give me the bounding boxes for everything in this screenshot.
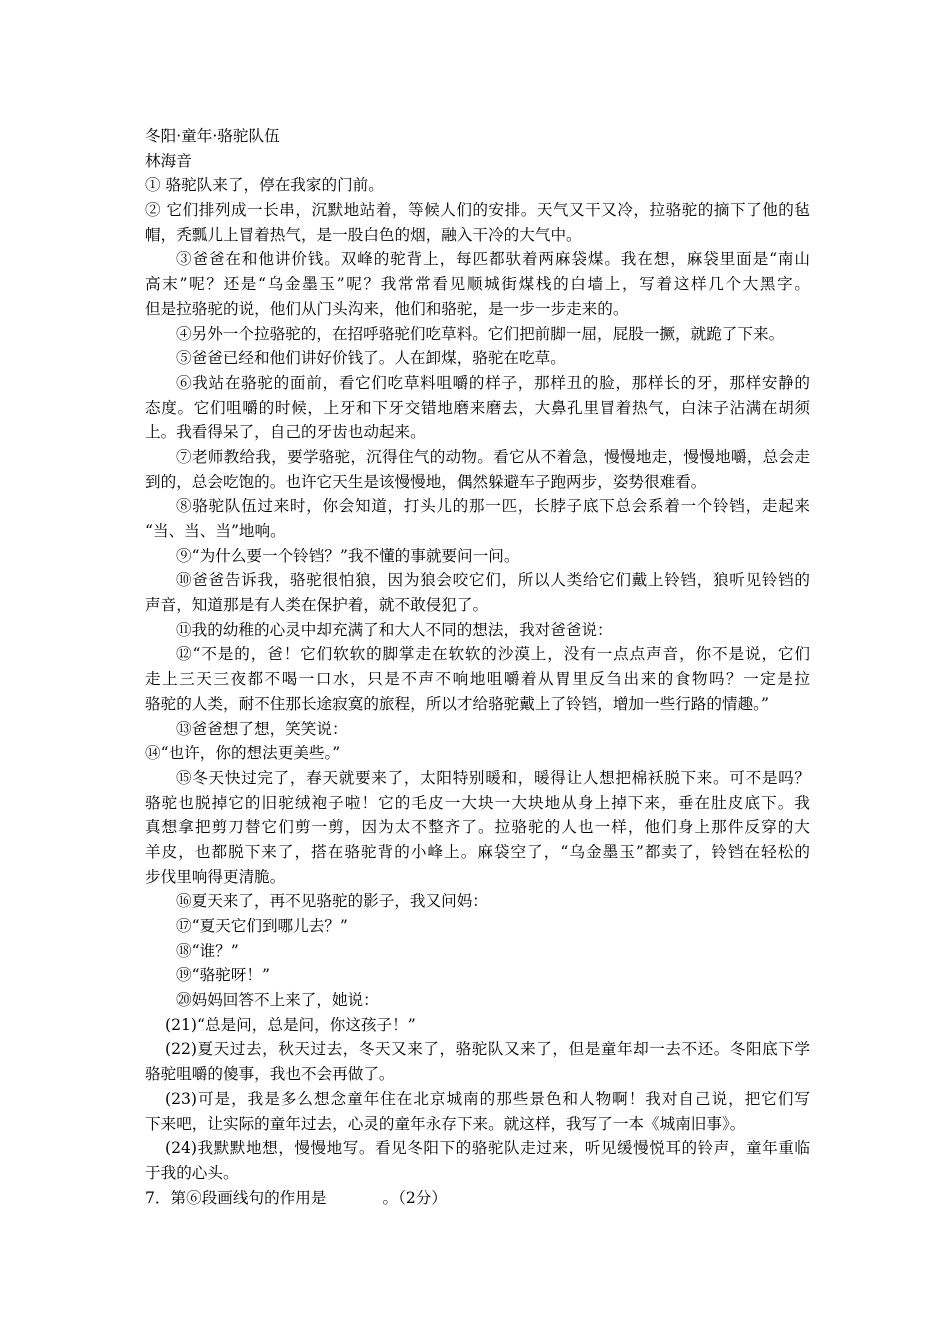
paragraph bbox=[145, 322, 810, 347]
paragraph-line: ⑫“不是的，爸！它们软软的脚掌走在软软的沙漠上，没有一点点声音，你不是说，它们 bbox=[176, 645, 810, 664]
paragraph-line: ⑭“也许，你的想法更美些。” bbox=[145, 744, 341, 763]
paragraph bbox=[145, 1087, 810, 1136]
paragraph-line: (24)我默默地想，慢慢地写。看见冬阳下的骆驼队走过来，听见缓慢悦耳的铃声，童年重临 bbox=[165, 1139, 810, 1158]
paragraph-line: ⑦老师教给我，要学骆驼，沉得住气的动物。看它从不着急，慢慢地走，慢慢地嚼，总会走 bbox=[176, 447, 810, 466]
paragraph-line: ⑥我站在骆驼的面前，看它们吃草料咀嚼的样子，那样丑的脸，那样长的牙，那样安静的 bbox=[176, 373, 810, 392]
paragraph-line: 态度。它们咀嚼的时候，上牙和下牙交错地磨来磨去，大鼻孔里冒着热气，白沫子沾满在胡须 bbox=[145, 398, 810, 417]
paragraph-line: ⑱“谁？” bbox=[176, 941, 239, 960]
paragraph-line: (23)可是，我是多么想念童年住在北京城南的那些景色和人物啊！我对自己说，把它们写 bbox=[165, 1089, 810, 1108]
paragraph-line: 但是拉骆驼的说，他们从门头沟来，他们和骆驼，是一步一步走来的。 bbox=[145, 299, 629, 318]
paragraph-line: 羊皮，也都脱下来了，搭在骆驼背的小峰上。麻袋空了，“乌金墨玉”都卖了，铃铛在轻松的 bbox=[145, 842, 810, 861]
paragraph bbox=[145, 568, 810, 617]
paragraph-line: “当、当、当”地响。 bbox=[145, 522, 286, 540]
paragraph bbox=[145, 642, 810, 716]
paragraph-line: 骆驼的人类，耐不住那长途寂寞的旅程，所以才给骆驼戴上了铃铛，增加一些行路的情趣。” bbox=[145, 694, 769, 713]
paragraph-line: 帽，秃瓢儿上冒着热气，是一股白色的烟，融入干冷的大气中。 bbox=[145, 225, 582, 244]
paragraph bbox=[145, 247, 810, 321]
paragraph-line: ⑨“为什么要一个铃铛？”我不懂的事就要问一问。 bbox=[176, 546, 520, 565]
paragraph-line: 上。我看得呆了，自己的牙齿也动起来。 bbox=[145, 423, 426, 442]
paragraph-line: ⑰“夏天它们到哪儿去？” bbox=[176, 917, 348, 935]
paragraph bbox=[145, 173, 810, 198]
paragraph-line: ⑧骆驼队伍过来时，你会知道，打头儿的那一匹，长脖子底下总会系着一个铃铛，走起来 bbox=[176, 497, 810, 516]
paragraph-line: 到的，总会吃饱的。也许它天生是该慢慢地，偶然躲避车子跑两步，姿势很难看。 bbox=[145, 472, 707, 491]
paragraph bbox=[145, 889, 810, 914]
author-name: 林海音 bbox=[145, 151, 192, 170]
paragraph bbox=[145, 445, 810, 494]
paragraph bbox=[145, 346, 810, 371]
paragraph bbox=[145, 618, 810, 643]
paragraph bbox=[145, 1136, 810, 1185]
paragraph bbox=[145, 198, 810, 247]
paragraph-line: 高末”呢？还是“乌金墨玉”呢？我常常看见顺城街煤栈的白墙上，写着这样几个大黑字。 bbox=[145, 275, 810, 294]
paragraph-line: ⑲“骆驼呀！” bbox=[176, 966, 270, 985]
paragraph-line: ⑪我的幼稚的心灵中却充满了和大人不同的想法，我对爸爸说： bbox=[176, 620, 613, 639]
document-title: 冬阳·童年·骆驼队伍 bbox=[145, 127, 280, 145]
paragraph-line: 下来吧，让实际的童年过去，心灵的童年永存下来。就这样，我写了一本《城南旧事》。 bbox=[145, 1114, 746, 1133]
paragraph-line: 骆驼咀嚼的傻事，我也不会再做了。 bbox=[145, 1065, 395, 1084]
paragraph bbox=[145, 371, 810, 445]
paragraph bbox=[145, 717, 810, 742]
paragraph-line: 于我的心头。 bbox=[145, 1163, 239, 1182]
paragraph bbox=[145, 741, 810, 766]
paragraph bbox=[145, 1013, 810, 1038]
paragraph bbox=[145, 1037, 810, 1086]
paragraph-line: 骆驼也脱掉它的旧驼绒袍子啦！它的毛皮一大块一大块地从身上掉下来，垂在肚皮底下。我 bbox=[145, 793, 810, 812]
question-7-prefix: 7．第⑥段画线句的作用是 bbox=[145, 1188, 327, 1207]
question-7 bbox=[145, 1186, 810, 1211]
question-7-suffix: 。（2分） bbox=[382, 1188, 447, 1207]
paragraph-line: ⑳妈妈回答不上来了，她说： bbox=[176, 991, 379, 1010]
paragraph-line: 走上三天三夜都不喝一口水，只是不声不响地咀嚼着从胃里反刍出来的食物吗？一定是拉 bbox=[145, 670, 810, 689]
paragraph bbox=[145, 544, 810, 569]
paragraph-line: ⑯夏天来了，再不见骆驼的影子，我又问妈： bbox=[176, 892, 488, 911]
paragraph bbox=[145, 939, 810, 964]
paragraph-line: ⑩爸爸告诉我，骆驼很怕狼，因为狼会咬它们，所以人类给它们戴上铃铛，狼听见铃铛的 bbox=[176, 571, 810, 590]
article-body bbox=[145, 173, 810, 1185]
paragraph bbox=[145, 494, 810, 543]
paragraph bbox=[145, 766, 810, 889]
paragraph bbox=[145, 988, 810, 1013]
paragraph-line: ② 它们排列成一长串，沉默地站着，等候人们的安排。天气又干又冷，拉骆驼的摘下了他的毡 bbox=[145, 201, 810, 220]
paragraph bbox=[145, 914, 810, 939]
paragraph-line: ⑬爸爸想了想，笑笑说： bbox=[176, 719, 348, 738]
document-page bbox=[145, 124, 810, 1210]
paragraph-line: ④另外一个拉骆驼的，在招呼骆驼们吃草料。它们把前脚一屈，屁股一撅，就跪了下来。 bbox=[176, 324, 785, 343]
paragraph-line: (22)夏天过去，秋天过去，冬天又来了，骆驼队又来了，但是童年却一去不还。冬阳底下学 bbox=[165, 1040, 810, 1059]
paragraph-line: ③爸爸在和他讲价钱。双峰的驼背上，每匹都驮着两麻袋煤。我在想，麻袋里面是“南山 bbox=[176, 250, 810, 269]
paragraph-line: 真想拿把剪刀替它们剪一剪，因为太不整齐了。拉骆驼的人也一样，他们身上那件反穿的大 bbox=[145, 818, 810, 837]
paragraph-line: (21)“总是问，总是问，你这孩子！” bbox=[165, 1015, 416, 1034]
paragraph-line: ① 骆驼队来了，停在我家的门前。 bbox=[145, 176, 384, 195]
paragraph-line: 声音，知道那是有人类在保护着，就不敢侵犯了。 bbox=[145, 596, 489, 615]
paragraph bbox=[145, 963, 810, 988]
paragraph-line: ⑤爸爸已经和他们讲好价钱了。人在卸煤，骆驼在吃草。 bbox=[176, 349, 566, 368]
paragraph-line: 步伐里响得更清脆。 bbox=[145, 867, 286, 886]
paragraph-line: ⑮冬天快过完了，春天就要来了，太阳特别暖和，暖得让人想把棉袄脱下来。可不是吗？ bbox=[176, 768, 810, 787]
